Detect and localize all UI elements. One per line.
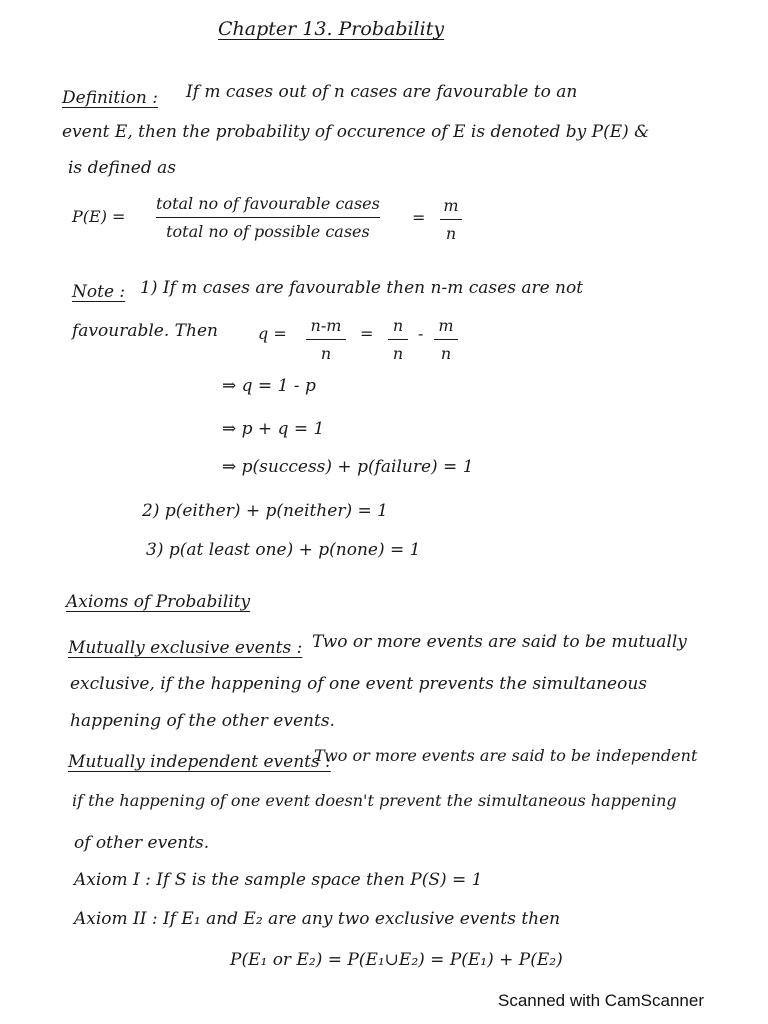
note-line-2: favourable. Then (72, 321, 218, 341)
equals-sign: = (360, 324, 374, 343)
equals-sign: = (412, 208, 426, 227)
note-item-2: 2) p(either) + p(neither) = 1 (142, 501, 388, 521)
mutually-independent-line-2: if the happening of one event doesn't prevent the simultaneous happening (72, 791, 677, 810)
fraction-bar (306, 339, 346, 340)
mutually-exclusive-line-3: happening of the other events. (70, 711, 335, 731)
nm-over-n-fraction (306, 316, 346, 363)
note-heading: Note : (72, 282, 126, 302)
m-over-n-fraction (434, 316, 458, 363)
fraction-bar (440, 219, 462, 220)
scanner-watermark: Scanned with CamScanner (498, 991, 705, 1010)
probability-fraction (156, 194, 380, 241)
note-step-2: ⇒ p + q = 1 (222, 419, 325, 439)
fraction-n: n (445, 224, 457, 243)
probability-lhs: P(E) = (72, 207, 126, 226)
fraction-n: n (320, 344, 332, 363)
minus-sign: - (418, 324, 424, 343)
fraction-bar (388, 339, 408, 340)
mutually-independent-line-1: Two or more events are said to be independent (314, 746, 698, 765)
mutually-exclusive-line-2: exclusive, if the happening of one event prevents the simultaneous (70, 674, 648, 694)
fraction-denominator: total no of possible cases (166, 222, 370, 241)
n-over-n-fraction (388, 316, 408, 363)
fraction-m: m (443, 196, 459, 215)
definition-heading: Definition : (62, 88, 158, 108)
fraction-bar (156, 217, 380, 218)
page-title: Chapter 13. Probability (218, 18, 445, 40)
fraction-m: m (438, 316, 454, 335)
fraction-n: n (392, 316, 404, 335)
m-over-n-fraction (440, 196, 462, 243)
q-equals: q = (258, 324, 287, 343)
fraction-n: n (440, 344, 452, 363)
note-line-1: 1) If m cases are favourable then n-m cases are not (140, 278, 584, 298)
axiom-2: Axiom II : If E₁ and E₂ are any two exclusive events then (74, 909, 561, 929)
note-step-1: ⇒ q = 1 - p (222, 376, 316, 396)
axiom-1: Axiom I : If S is the sample space then P(S) = 1 (74, 870, 483, 890)
definition-line-2: event E, then the probability of occurence of E is denoted by P(E) & (62, 122, 650, 142)
definition-line-1: If m cases out of n cases are favourable to an (186, 82, 578, 102)
fraction-numerator: total no of favourable cases (156, 194, 380, 213)
note-item-3: 3) p(at least one) + p(none) = 1 (146, 540, 421, 560)
axiom-2-formula: P(E₁ or E₂) = P(E₁∪E₂) = P(E₁) + P(E₂) (230, 950, 563, 970)
mutually-independent-heading: Mutually independent events : (68, 752, 331, 772)
mutually-exclusive-line-1: Two or more events are said to be mutually (312, 632, 687, 652)
mutually-exclusive-heading: Mutually exclusive events : (68, 638, 303, 658)
fraction-n-minus-m: n-m (310, 316, 342, 335)
axioms-heading: Axioms of Probability (66, 592, 251, 612)
mutually-independent-line-3: of other events. (74, 833, 210, 853)
fraction-n: n (392, 344, 404, 363)
note-step-3: ⇒ p(success) + p(failure) = 1 (222, 457, 474, 477)
definition-line-3: is defined as (68, 158, 177, 178)
fraction-bar (434, 339, 458, 340)
